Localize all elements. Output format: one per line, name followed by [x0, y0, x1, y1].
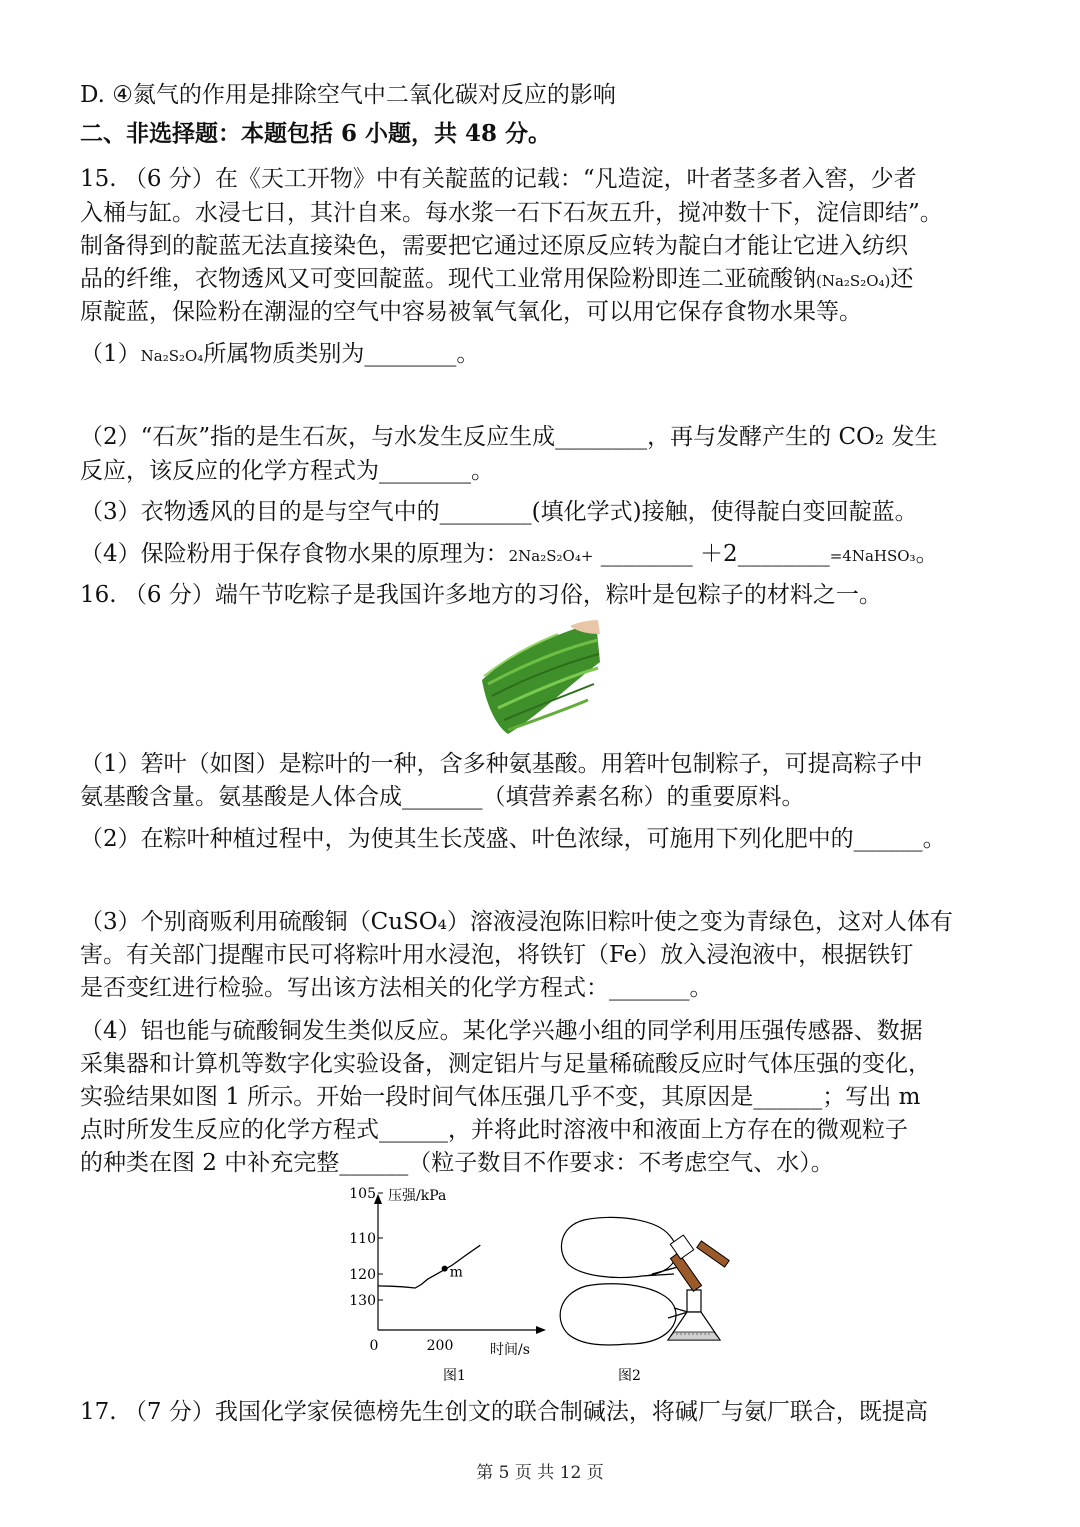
y-tick-label: 110 — [349, 1231, 376, 1247]
q15-part1: （1）Na₂S₂O₄所属物质类别为________。 — [80, 341, 480, 367]
q15-part2-cont: 反应，该反应的化学方程式为________。 — [80, 458, 494, 484]
q15-part2: （2）“石灰”指的是生石灰，与水发生反应生成________，再与发酵产生的 CO₂ 发生 — [80, 424, 938, 450]
page-footer: 第 5 页 共 12 页 — [476, 1463, 604, 1483]
figure1-caption: 图1 — [443, 1368, 466, 1384]
section-heading: 二、非选择题：本题包括 6 小题，共 48 分。 — [80, 120, 552, 147]
q16-part1-cont: 氨基酸含量。氨基酸是人体合成_______（填营养素名称）的重要原料。 — [80, 784, 805, 810]
q16-part4-cont2: 实验结果如图 1 所示。开始一段时间气体压强几乎不变，其原因是______；写出 m — [80, 1084, 921, 1110]
q15-part3: （3）衣物透风的目的是与空气中的________(填化学式)接触，使得靛白变回靛蓝。 — [80, 499, 918, 525]
y-tick-label: 120 — [349, 1267, 376, 1283]
zongzi-leaf-image — [478, 616, 602, 736]
y-tick-label: 105 — [349, 1186, 376, 1202]
q16-part4-cont1: 采集器和计算机等数字化实验设备，测定铝片与足量稀硫酸反应时气体压强的变化， — [80, 1051, 931, 1077]
option-d-line: D. ④氮气的作用是排除空气中二氧化碳对反应的影响 — [80, 82, 616, 108]
q16-part3-cont2: 是否变红进行检验。写出该方法相关的化学方程式：_______。 — [80, 975, 713, 1001]
q16-part3: （3）个别商贩利用硫酸铜（CuSO₄）溶液浸泡陈旧粽叶使之变为青绿色，这对人体有 — [80, 909, 953, 935]
upper-bubble — [561, 1217, 676, 1277]
q15-text-2: 入桶与缸。水浸七日，其汁自来。每水浆一石下石灰五升，搅冲数十下，淀信即结”。 — [80, 200, 943, 226]
q15-text-1: 15. （6 分）在《天工开物》中有关靛蓝的记载：“凡造淀，叶者茎多者入窖，少者 — [80, 166, 917, 192]
chart-ylabel: 压强/kPa — [388, 1188, 447, 1204]
point-m — [442, 1266, 448, 1272]
sensor-tube-icon — [670, 1235, 729, 1291]
q15-text-5: 原靛蓝，保险粉在潮湿的空气中容易被氧气氧化，可以用它保存食物水果等。 — [80, 299, 862, 325]
q15-text-3: 制备得到的靛蓝无法直接染色，需要把它通过还原反应转为靛白才能让它进入纺织 — [80, 233, 908, 259]
pressure-chart — [340, 1182, 550, 1387]
lower-bubble — [560, 1284, 676, 1345]
q16-text: 16. （6 分）端午节吃粽子是我国许多地方的习俗，粽叶是包粽子的材料之一。 — [80, 582, 882, 608]
q16-part4-cont4: 的种类在图 2 中补充完整______（粒子数目不作要求：不考虑空气、水）。 — [80, 1150, 834, 1176]
q16-part1: （1）箬叶（如图）是粽叶的一种，含多种氨基酸。用箬叶包制粽子，可提高粽子中 — [80, 751, 923, 777]
x-tick-label: 200 — [426, 1338, 454, 1354]
q15-part4: （4）保险粉用于保存食物水果的原理为：2Na₂S₂O₄+ ________ ＋2________=4NaHSO₃。 — [80, 541, 939, 567]
q15-text-4: 品的纤维，衣物透风又可变回靛蓝。现代工业常用保险粉即连二亚硫酸钠(Na₂S₂O₄)还 — [80, 266, 914, 292]
q16-part2: （2）在粽叶种植过程中，为使其生长茂盛、叶色浓绿，可施用下列化肥中的______。 — [80, 826, 946, 852]
q16-part4: （4）铝也能与硫酸铜发生类似反应。某化学兴趣小组的同学利用压强传感器、数据 — [80, 1018, 923, 1044]
x-tick-label: 0 — [369, 1338, 379, 1354]
point-m-label: m — [449, 1264, 463, 1281]
y-tick-label: 130 — [349, 1293, 376, 1309]
apparatus-diagram — [556, 1208, 736, 1384]
figure2-caption: 图2 — [618, 1368, 641, 1384]
q16-part3-cont1: 害。有关部门提醒市民可将粽叶用水浸泡，将铁钉（Fe）放入浸泡液中，根据铁钉 — [80, 942, 914, 968]
q16-part4-cont3: 点时所发生反应的化学方程式______，并将此时溶液中和液面上方存在的微观粒子 — [80, 1117, 908, 1143]
q17-text: 17. （7 分）我国化学家侯德榜先生创文的联合制碱法，将碱厂与氨厂联合，既提高 — [80, 1399, 928, 1425]
chart-xlabel: 时间/s — [490, 1342, 530, 1358]
pressure-series-line — [378, 1245, 480, 1288]
